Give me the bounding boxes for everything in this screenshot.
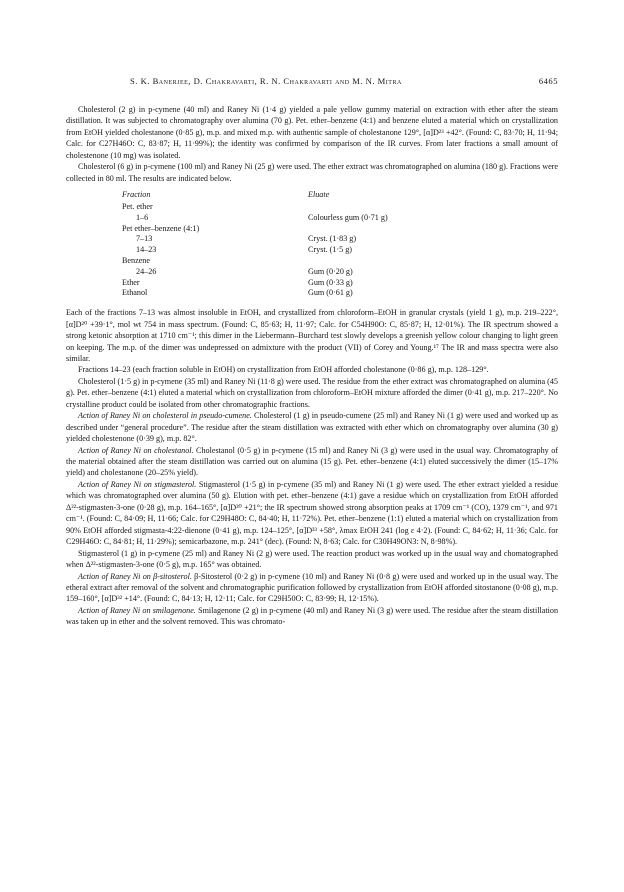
- table-header-fraction: Fraction: [122, 190, 151, 200]
- fraction-cell: 14–23: [136, 245, 157, 255]
- paragraph-6-text: Cholesterol (1 g) in pseudo-cumene (25 ml) and Raney Ni (1 g) were used and worked up as described under “general procedure”. The residue after the steam distillation was extracted with ether which on chromatography over alumina (30 g) yielded cholestenone (0·39 g), m.p. 82°.: [66, 411, 558, 444]
- paragraph-6: [66, 410, 558, 444]
- fraction-cell: 1–6: [136, 212, 149, 222]
- table-header-eluate: Eluate: [308, 190, 330, 200]
- fraction-cell: Pet. ether: [122, 201, 153, 211]
- fraction-cell: Benzene: [122, 255, 150, 265]
- section-lead: Action of Raney Ni on smilagenone.: [78, 605, 196, 615]
- section-lead: Action of Raney Ni on stigmasterol.: [78, 479, 197, 489]
- table-row: [122, 202, 452, 213]
- fraction-cell: 7–13: [136, 234, 153, 244]
- eluate-cell: [308, 202, 452, 213]
- section-lead: Action of Raney Ni on cholestanol.: [78, 445, 194, 455]
- table-row: [122, 278, 452, 289]
- article-body: [66, 104, 558, 628]
- table-row: [122, 267, 452, 278]
- paragraph-7-text: Cholestanol (0·5 g) in p-cymene (15 ml) and Raney Ni (3 g) were used in the usual way. Chromatography of the material obtained after the steam distillation was carried out on alumina (15 g). Pet. ether–benzene (4:1) eluted successively the dimer (15–17% yield) and cholestanone (20–25% yield).: [66, 445, 558, 478]
- eluate-cell: Gum (0·20 g): [308, 266, 353, 276]
- table-row: [122, 224, 452, 235]
- eluate-cell: Gum (0·61 g): [308, 288, 353, 298]
- paragraph-4: Fractions 14–23 (each fraction soluble in EtOH) on crystallization from EtOH afforded cholestanone (0·86 g), m.p. 128–129°.: [78, 365, 489, 375]
- table-row: [122, 288, 452, 299]
- paragraph-8-text: Stigmasterol (1·5 g) in p-cymene (35 ml) and Raney Ni (1 g) were used. The ether extract yielded a residue which was chromatographed over alumina (50 g). Elution with pet. ether–benzene (4:1) gave a residue which on crystallization from EtOH afforded Δ²²-stigmasten-3-one (0·28 g), m.p. 164–165°, [α]D³⁰ +21°; the IR spectrum showed strong absorption peaks at 1709 cm⁻¹ (CO), 1379 cm⁻¹, and 971 cm⁻¹. (Found: C, 84·09; H, 11·66; Calc. for C29H48O: C, 84·40; H, 11·72%). Pet. ether–benzene (1:1) eluted a material which on crystallization from 90% EtOH afforded stigmasta-4:22-dienone (0·41 g), m.p. 124–125°, [α]D³³ +58°, λmax EtOH 241 (log ε 4·2). (Found: C, 84·62; H, 11·36; Calc. for C29H46O: C, 84·81; H, 11·29%); semicarbazone, m.p. 241° (dec). (Found: N, 8·63; Calc. for C30H49ON3: N, 8·98%).: [66, 479, 558, 547]
- table-row: [122, 234, 452, 245]
- paragraph-10-text: β-Sitosterol (0·2 g) in p-cymene (10 ml) and Raney Ni (0·8 g) were used and worked up in the usual way. The etheral extract after removal of the solvent and chromatographic purification followed by crystallization from EtOH afforded sitostanone (0·08 g), m.p. 159–160°, [α]D³² +14°. (Found: C, 84·13; H, 12·11; Calc. for C29H50O: C, 83·99; H, 12·15%).: [66, 571, 559, 604]
- section-lead: Action of Raney Ni on β-sitosterol.: [78, 571, 192, 581]
- fraction-table: [122, 190, 452, 299]
- eluate-cell: Cryst. (1·83 g): [308, 234, 357, 244]
- table-row: [122, 213, 452, 224]
- fraction-cell: 24–26: [136, 266, 157, 276]
- eluate-cell: Cryst. (1·5 g): [308, 245, 353, 255]
- paragraph-1: Cholesterol (2 g) in p-cymene (40 ml) and Raney Ni (1·4 g) yielded a pale yellow gummy material on extraction with ether after the steam distillation. It was subjected to chromatography over alumina (70 g). Pet. ether–benzene (4:1) and benzene eluted a material which on crystallization from EtOH yielded cholestanone (0·85 g), m.p. and mixed m.p. with authentic sample of cholestanone 129°, [α]D²³ +42°. (Found: C, 83·70; H, 11·94; Calc. for C27H46O: C, 83·87; H, 11·99%); the identity was confirmed by comparison of the IR curves. From later fractions a small amount of cholestenone (10 mg) was isolated.: [66, 105, 558, 160]
- section-lead: Action of Raney Ni on cholesterol in pseudo-cumene.: [78, 411, 252, 421]
- paragraph-3: Each of the fractions 7–13 was almost insoluble in EtOH, and crystallized from chloroform–EtOH in granular crystals (yield 1 g), m.p. 219–222°, [α]D²⁰ +39·1°, mol wt 754 in mass spectrum. (Found: C, 85·63; H, 11·97; Calc. for C54H90O: C, 85·87; H, 12·01%). The IR spectrum showed a strong ketonic absorption at 1710 cm⁻¹; this dimer in the Liebermann–Burchard test slowly develops a greenish yellow colour changing to light green on keeping. The m.p. of the dimer was undepressed on admixture with the product (VII) of Corey and Young.¹⁷ The IR and mass spectra were also similar.: [66, 308, 558, 363]
- eluate-cell: [308, 224, 452, 235]
- table-row: [122, 245, 452, 256]
- header-authors: S. K. Banerjee, D. Chakravarti, R. N. Chakravarti and M. N. Mitra: [130, 76, 402, 86]
- paragraph-2: Cholesterol (6 g) in p-cymene (100 ml) and Raney Ni (25 g) were used. The ether extract was chromatographed on alumina (180 g). Fractions were collected in 80 ml. The results are indicated below.: [66, 162, 558, 183]
- eluate-cell: Gum (0·33 g): [308, 277, 353, 287]
- page-number: 6465: [538, 76, 558, 86]
- paragraph-9: Stigmasterol (1 g) in p-cymene (25 ml) and Raney Ni (2 g) were used. The reaction product was worked up in the usual way and chomatographed when Δ²²-stigmasten-3-one (0·5 g), m.p. 165° was obtained.: [66, 548, 558, 570]
- paragraph-8: [66, 479, 558, 548]
- paragraph-11-text: Smilagenone (2 g) in p-cymene (40 ml) and Raney Ni (3 g) were used. The residue after the steam distillation was taken up in ether and the solvent removed. This was chromato-: [66, 605, 559, 627]
- fraction-cell: Pet ether–benzene (4:1): [122, 223, 200, 233]
- paragraph-5: Cholesterol (1·5 g) in p-cymene (35 ml) and Raney Ni (11·8 g) were used. The residue from the ether extract was chromatographed on alumina (45 g). Pet. ether–benzene (4:1) eluted a material which on crystallization from chloroform–EtOH mixture afforded the dimer (0·41 g), m.p. 217–220°. No crystalline product could be isolated from other chromatographic fractions.: [66, 376, 558, 409]
- paragraph-11: [66, 605, 558, 628]
- paragraph-10: [66, 571, 558, 605]
- table-row: [122, 256, 452, 267]
- eluate-cell: Colourless gum (0·71 g): [308, 212, 388, 222]
- fraction-cell: Ether: [122, 277, 140, 287]
- eluate-cell: [308, 256, 452, 267]
- fraction-cell: Ethanol: [122, 288, 148, 298]
- paragraph-7: [66, 445, 558, 479]
